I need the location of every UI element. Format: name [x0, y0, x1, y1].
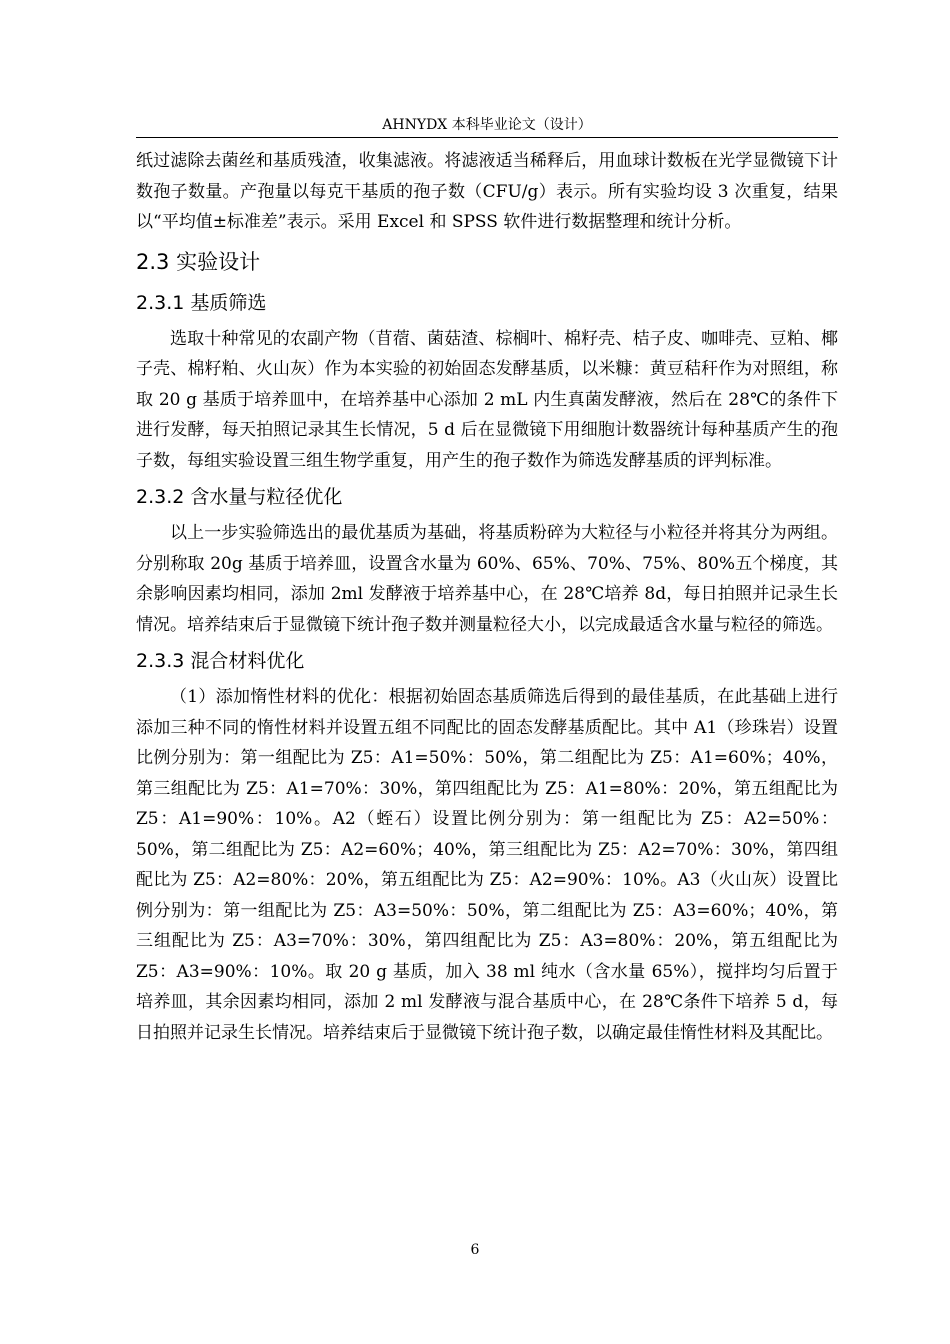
section-2-3-1-heading: 2.3.1 基质筛选 — [136, 291, 267, 314]
header-rule — [136, 137, 838, 138]
intro-paragraph: 纸过滤除去菌丝和基质残渣，收集滤液。将滤液适当稀释后，用血球计数板在光学显微镜下计数孢子数量。产孢量以每克干基质的孢子数（CFU/g）表示。所有实验均设 3 次重复，结果以“平均值±标准差”表示。采用 Excel 和 SPSS 软件进行数据整理和统计分析。 — [136, 151, 838, 232]
section-2-3-1-paragraph: 选取十种常见的农副产物（苜蓿、菌菇渣、棕榈叶、棉籽壳、桔子皮、咖啡壳、豆粕、椰子壳、棉籽粕、火山灰）作为本实验的初始固态发酵基质，以米糠：黄豆秸秆作为对照组，称取 20 g 基质于培养皿中，在培养基中心添加 2 mL 内生真菌发酵液，然后在 28℃的条件下进行发酵，每天拍照记录其生长情况，5 d 后在显微镜下用细胞计数器统计每种基质产生的孢子数，每组实验设置三组生物学重复，用产生的孢子数作为筛选发酵基质的评判标准。 — [136, 328, 838, 471]
page-content — [136, 146, 838, 1048]
page-number: 6 — [470, 1242, 480, 1258]
section-2-3-3-paragraph: （1）添加惰性材料的优化：根据初始固态基质筛选后得到的最佳基质，在此基础上进行添加三种不同的惰性材料并设置五组不同配比的固态发酵基质配比。其中 A1（珍珠岩）设置比例分别为：第一组配比为 Z5：A1=50%：50%，第二组配比为 Z5：A1=60%；40%，第三组配比为 Z5：A1=70%：30%，第四组配比为 Z5：A1=80%：20%，第五组配比为 Z5：A1=90%：10%。A2（蛭石）设置比例分别为：第一组配比为 Z5：A2=50%：50%，第二组配比为 Z5：A2=60%；40%，第三组配比为 Z5：A2=70%：30%，第四组配比为 Z5：A2=80%：20%，第五组配比为 Z5：A2=90%：10%。A3（火山灰）设置比例分别为：第一组配比为 Z5：A3=50%：50%，第二组配比为 Z5：A3=60%；40%，第三组配比为 Z5：A3=70%：30%，第四组配比为 Z5：A3=80%：20%，第五组配比为 Z5：A3=90%：10%。取 20 g 基质，加入 38 ml 纯水（含水量 65%），搅拌均匀后置于培养皿，其余因素均相同，添加 2 ml 发酵液与混合基质中心，在 28℃条件下培养 5 d，每日拍照并记录生长情况。培养结束后于显微镜下统计孢子数，以确定最佳惰性材料及其配比。 — [136, 687, 838, 1043]
section-2-3-2-heading: 2.3.2 含水量与粒径优化 — [136, 486, 343, 508]
section-2-3-heading: 2.3 实验设计 — [136, 249, 261, 274]
section-2-3-3-heading: 2.3.3 混合材料优化 — [136, 650, 305, 672]
section-2-3-2-paragraph: 以上一步实验筛选出的最优基质为基础，将基质粉碎为大粒径与小粒径并将其分为两组。分别称取 20g 基质于培养皿，设置含水量为 60%、65%、70%、75%、80%五个梯度，其余影响因素均相同，添加 2ml 发酵液于培养基中心，在 28℃培养 8d，每日拍照并记录生长情况。培养结束后于显微镜下统计孢子数并测量粒径大小，以完成最适含水量与粒径的筛选。 — [136, 523, 838, 635]
running-header: AHNYDX 本科毕业论文（设计） — [382, 117, 592, 133]
